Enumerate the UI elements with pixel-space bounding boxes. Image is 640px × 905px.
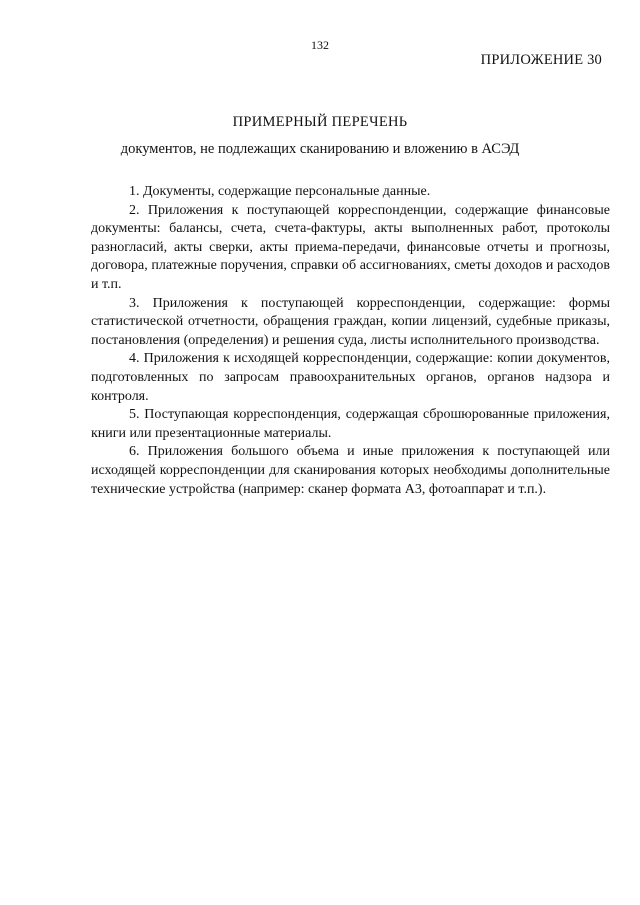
list-item-1: 1. Документы, содержащие персональные данные. xyxy=(129,184,431,199)
document-subtitle: документов, не подлежащих сканированию и вложению в АСЭД xyxy=(120,141,520,157)
list-item-3: 3. Приложения к поступающей корреспонденции, содержащие: формы статистической отчетности, обращения граждан, копии лицензий, судебные приказы, постановления (определения) и решения суда, листы исполнительного производства. xyxy=(91,295,610,348)
document-title: ПРИМЕРНЫЙ ПЕРЕЧЕНЬ xyxy=(232,114,408,130)
list-item-5: 5. Поступающая корреспонденция, содержащая сброшюрованные приложения, книги или презентационные материалы. xyxy=(91,407,610,441)
list-item-6: 6. Приложения большого объема и иные приложения к поступающей или исходящей корреспонденции для сканирования которых необходимы дополнительные технические устройства (например: сканер формата А3, фотоаппарат и т.п.). xyxy=(91,444,610,497)
document-body xyxy=(91,183,610,499)
list-item-4: 4. Приложения к исходящей корреспонденции, содержащие: копии документов, подготовленных по запросам правоохранительных органов, органов надзора и контроля. xyxy=(91,351,610,404)
list-item-2: 2. Приложения к поступающей корреспонденции, содержащие финансовые документы: балансы, счета, счета-фактуры, акты выполненных работ, протоколы разногласий, акты сверки, акты приема-передачи, финансовые отчеты и прогнозы, договора, платежные поручения, справки об ассигнованиях, сметы доходов и расходов и т.п. xyxy=(91,202,610,292)
page-number: 132 xyxy=(311,38,329,52)
appendix-label: ПРИЛОЖЕНИЕ 30 xyxy=(480,52,602,68)
